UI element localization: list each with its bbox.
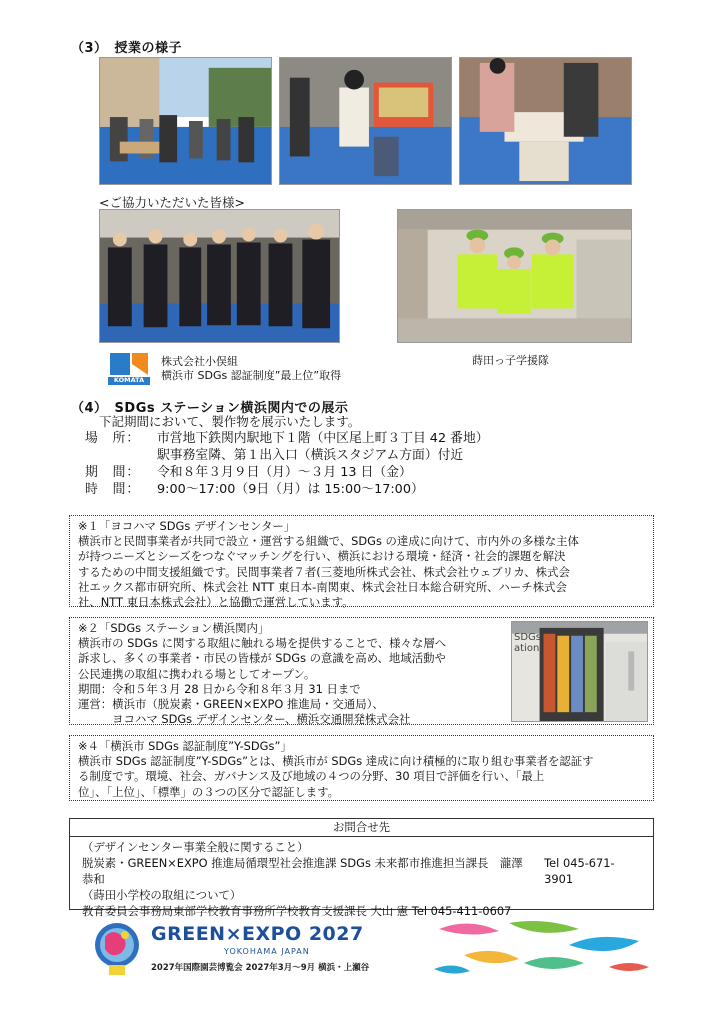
- time-label: 時 間：: [85, 482, 141, 497]
- time-row: [85, 481, 489, 498]
- expo-title: GREEN×EXPO 2027: [151, 923, 364, 945]
- place-label: 場 所：: [85, 431, 141, 446]
- komata-logo: [108, 352, 150, 385]
- note2-line: 公民連携の取組に携われる場としてオープン。: [78, 666, 316, 681]
- group-photo: [99, 209, 340, 343]
- contact-line2-row: [82, 855, 641, 887]
- contact-line2: 脱炭素・GREEN×EXPO 推進局循環型社会推進課 SDGs 未来都市推進担当課長 瀧澤 恭和: [82, 856, 535, 886]
- class-photo-2: [279, 57, 452, 185]
- note1-title: ※１「ヨコハマ SDGs デザインセンター」: [78, 519, 296, 533]
- period-label: 期 間：: [85, 465, 141, 480]
- period-row: [85, 464, 489, 481]
- section4-intro: 下記期間において、製作物を展示いたします。: [99, 414, 361, 429]
- class-photo-1: [99, 57, 272, 185]
- place-row-2: [85, 447, 489, 464]
- contact-box: [69, 818, 654, 918]
- contact-title: お問合せ先: [70, 819, 653, 837]
- place-row: [85, 430, 489, 447]
- komata-logo-text: KOMATA: [113, 376, 145, 384]
- komata-company: 株式会社小俣組: [161, 355, 238, 368]
- place-line2: 駅事務室隣、第１出入口（横浜スタジアム方面）付近: [157, 448, 464, 463]
- expo-banner: [69, 915, 654, 979]
- cooperation-heading: <ご協力いただいた皆様>: [99, 195, 245, 210]
- sdgs-station-photo: [511, 621, 648, 722]
- sdgs-station-sign: SDGs ation: [514, 632, 542, 654]
- contact-line1: （デザインセンター事業全般に関すること）: [82, 840, 309, 854]
- note4-title: ※４「横浜市 SDGs 認証制度”Y-SDGs”」: [78, 739, 292, 753]
- time-value: 9:00～17:00（9日（月）は 15:00～17:00）: [157, 482, 424, 497]
- class-photo-3: [459, 57, 632, 185]
- note1-line: が持つニーズとシーズをつなぐマッチングを行い、横浜における環境・経済・社会的課題を解決: [78, 549, 566, 564]
- contact-body: [70, 837, 653, 921]
- note1-line: 横浜市と民間事業者が共同で設立・運営する組織で、SDGs の達成に向けて、市内外の多様な主体: [78, 534, 579, 549]
- contact-line2-tel: Tel 045-671-3901: [544, 856, 615, 886]
- period-value: 令和８年３月９日（月）～３月 13 日（金）: [157, 465, 412, 480]
- note4-line: る制度です。環境、社会、ガバナンス及び地域の４つの分野、30 項目で評価を行い、「最上: [78, 769, 545, 784]
- komata-caption: [161, 355, 341, 383]
- place-line1: 市営地下鉄関内駅地下１階（中区尾上町３丁目 42 番地）: [157, 431, 489, 446]
- note4-line: 位」、「上位」、「標準」の３つの区分で認証します。: [78, 784, 340, 799]
- escort-team-photo: [397, 209, 632, 343]
- exhibition-details: [85, 430, 489, 498]
- note2-title: ※２「SDGs ステーション横浜関内」: [78, 621, 270, 635]
- section3-title: （3） 授業の様子: [71, 41, 183, 56]
- note4-box: [69, 735, 654, 801]
- komata-cert: 横浜市 SDGs 認証制度”最上位”取得: [161, 369, 342, 382]
- expo-subtitle: YOKOHAMA JAPAN: [224, 947, 310, 956]
- note1-line: 社、NTT 東日本株式会社）と協働で運営しています。: [78, 595, 354, 610]
- expo-tagline: 2027年国際園芸博覧会 2027年3月～9月 横浜・上瀬谷: [151, 963, 370, 973]
- note1-line: 社エックス都市研究所、株式会社 NTT 東日本-南関東、株式会社日本総合研究所、ハーチ株式会: [78, 579, 567, 594]
- note1-line: するための中間支援組織です。民間事業者７者(三菱地所株式会社、株式会社ウェブリカ、株式会: [78, 564, 570, 579]
- note2-line: 運営：横浜市（脱炭素・GREEN×EXPO 推進局・交通局）、: [78, 697, 384, 712]
- section4-title: （4） SDGs ステーション横浜関内での展示: [71, 401, 349, 416]
- contact-line3: （蒔田小学校の取組について）: [82, 888, 242, 902]
- note2-line: 訴求し、多くの事業者・市民の皆様が SDGs の意識を高め、地域活動や: [78, 651, 446, 666]
- contact-line4: 教育委員会事務局東部学校教育事務所学校教育支援課長 大山 憲 Tel 045-411-0607: [82, 904, 512, 918]
- note4-line: 横浜市 SDGs 認証制度”Y-SDGs”とは、横浜市が SDGs 達成に向け積極的に取り組む事業者を認証す: [78, 754, 594, 769]
- note2-line: 期間：令和５年３月 28 日から令和８年３月 31 日まで: [78, 681, 361, 696]
- note1-box: [69, 515, 654, 610]
- escort-caption: 蒔田っ子学援隊: [472, 354, 549, 367]
- note2-line: ヨコハマ SDGs デザインセンター、横浜交通開発株式会社: [78, 712, 411, 727]
- note2-line: 横浜市の SDGs に関する取組に触れる場を提供することで、様々な層へ: [78, 636, 447, 651]
